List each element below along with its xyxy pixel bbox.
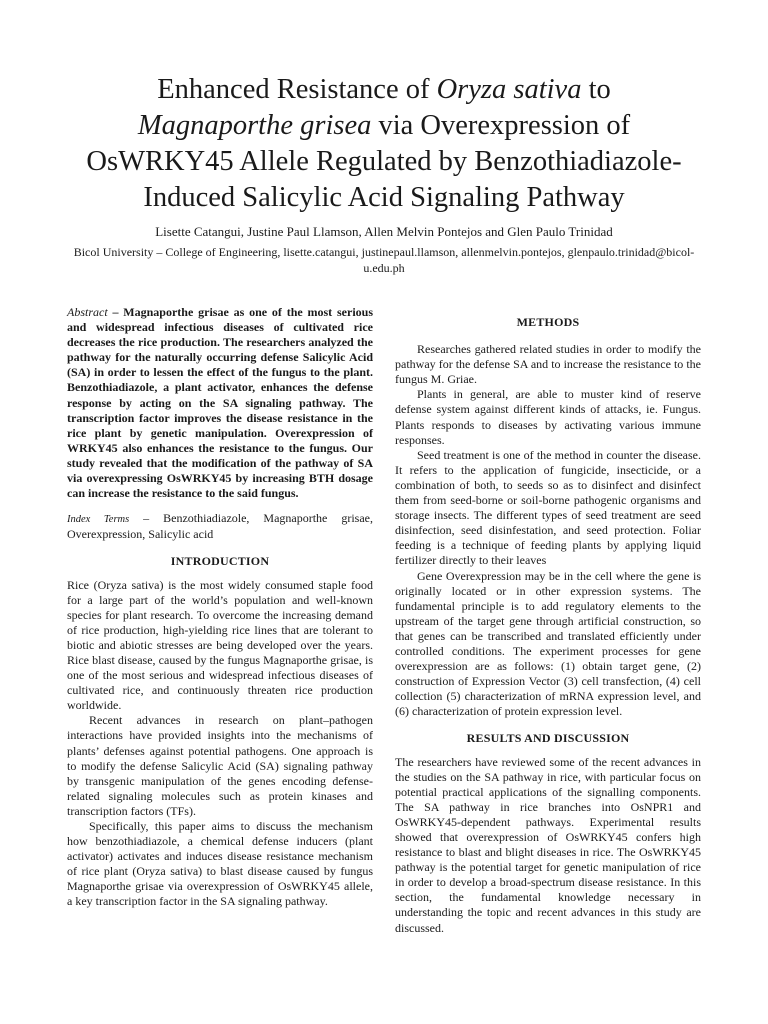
paper-title [40, 72, 728, 216]
title-species-fungus: Magnaporthe grisea [137, 110, 372, 141]
title-line-3: OsWRKY45 Allele Regulated by Benzothiadiazole- [86, 146, 682, 177]
methods-paragraph: Seed treatment is one of the method in counter the disease. It refers to the application of fungicide, insecticide, or a combination of both, to seeds so as to disinfect and disinfect them from seed-borne or soil-borne pathogenic organisms and storage insects. The different types of seed treatment are seed disinfection, seed disinfestation, and seed protection. Foliar feeding is a technique of feeding plants by applying liquid fertilizer directly to their leaves [395, 447, 701, 568]
title-part-1: Enhanced Resistance of [157, 74, 437, 105]
title-part-2: to [581, 74, 611, 105]
left-column [67, 305, 373, 910]
abstract [67, 305, 373, 501]
title-part-3: via Overexpression of [371, 110, 631, 141]
abstract-label: Abstract [67, 305, 108, 319]
introduction-paragraph: Specifically, this paper aims to discuss the mechanism how benzothiadiazole, a chemical defense inducers (plant activator) activates and induces disease resistance mechanism of rice plant (Oryza sativa) to blast disease caused by fungus Magnaporthe grisae via overexpression of OsWRKY45 allele, a key transcription factor in the SA signaling pathway. [67, 819, 373, 909]
right-column [395, 315, 701, 936]
methods-heading: METHODS [516, 315, 580, 329]
index-terms-label: Index Terms [67, 514, 130, 526]
introduction-heading: INTRODUCTION [170, 554, 270, 569]
index-terms [67, 511, 373, 542]
introduction-paragraph: Rice (Oryza sativa) is the most widely consumed staple food for a large part of the world’s population and well-known species for plant research. To overcome the increasing demand of rice production, high-yielding rice lines that are tolerant to biotic and abiotic stresses are being developed over the years. Rice blast disease, caused by the fungus Magnaporthe grisae, is one of the most serious and widespread infectious diseases of cultivated rice, and continuously threaten rice production worldwide. [67, 577, 373, 713]
affiliation: Bicol University – College of Engineering, lisette.catangui, justinepaul.llamson, allenmelvin.pontejos, glenpaulo.trinidad@bicol-u.edu.ph [73, 245, 695, 275]
title-line-4: Induced Salicylic Acid Signaling Pathway [143, 182, 625, 213]
title-species-rice: Oryza sativa [436, 74, 582, 105]
results-paragraph: The researchers have reviewed some of the recent advances in the studies on the SA pathway in rice, with particular focus on potential practical applications of the signalling components. The SA pathway in rice branches into OsNPR1 and OsWRKY45-dependent pathways. Experimental results showed that overexpression of OsWRKY45 confers high resistance to blast and blight diseases in rice. The OsWRKY45 pathway is the potential target for genetic manipulation of rice in order to develop a broad-spectrum disease resistance. In this section, the fundamental knowledge necessary in understanding the topic and recent advances in this study are discussed. [395, 754, 701, 935]
methods-paragraph: Gene Overexpression may be in the cell where the gene is originally located or in other expression systems. The fundamental principle is to add regulatory elements to the upstream of the target gene through artificial construction, so that genes can be transcribed and translated efficiently under controlled conditions. The experiment processes for gene overexpression are as follows: (1) obtain target gene, (2) construction of Expression Vector (3) cell transfection, (4) cell collection (5) characterization of mRNA expression level, and (6) characterization of protein expression level. [395, 568, 701, 719]
introduction-paragraph: Recent advances in research on plant–pathogen interactions have provided insights into the mechanisms of plants’ defenses against potential pathogens. One approach is to modify the defense Salicylic Acid (SA) signaling pathway by transgenic manipulation of the genes encoding defense-related signaling molecules such as protein kinases and transcription factors (TFs). [67, 713, 373, 818]
results-heading: RESULTS AND DISCUSSION [466, 731, 630, 746]
methods-paragraph: Researches gathered related studies in order to modify the pathway for the defense SA and to increase the resistance to the fungus M. Griae. [395, 342, 701, 387]
author-list: Lisette Catangui, Justine Paul Llamson, Allen Melvin Pontejos and Glen Paulo Trinidad [155, 224, 613, 239]
abstract-text: – Magnaporthe grisae as one of the most serious and widespread infectious diseases of cultivated rice decreases the rice production. The researchers analyzed the pathway for the naturally occurring defense Salicylic Acid (SA) in order to lessen the effect of the fungus to the plant. Benzothiadiazole, a plant activator, enhances the defense response by acting on the SA signaling pathway. The transcription factor improves the disease resistance in the rice plant by genetic manipulation. Overexpression of WRKY45 also enhances the resistance to the fungus. Our study revealed that the modification of the pathway of SA via overexpressing OsWRKY45 by increasing BTH dosage can increase the resistance to the said fungus. [67, 305, 373, 501]
index-terms-text: – Benzothiadiazole, Magnaporthe grisae, Overexpression, Salicylic acid [67, 511, 373, 542]
methods-paragraph: Plants in general, are able to muster kind of reserve defense system against different kinds of attacks, ie. Fungus. Plants responds to diseases by activating various immune responses. [395, 387, 701, 447]
